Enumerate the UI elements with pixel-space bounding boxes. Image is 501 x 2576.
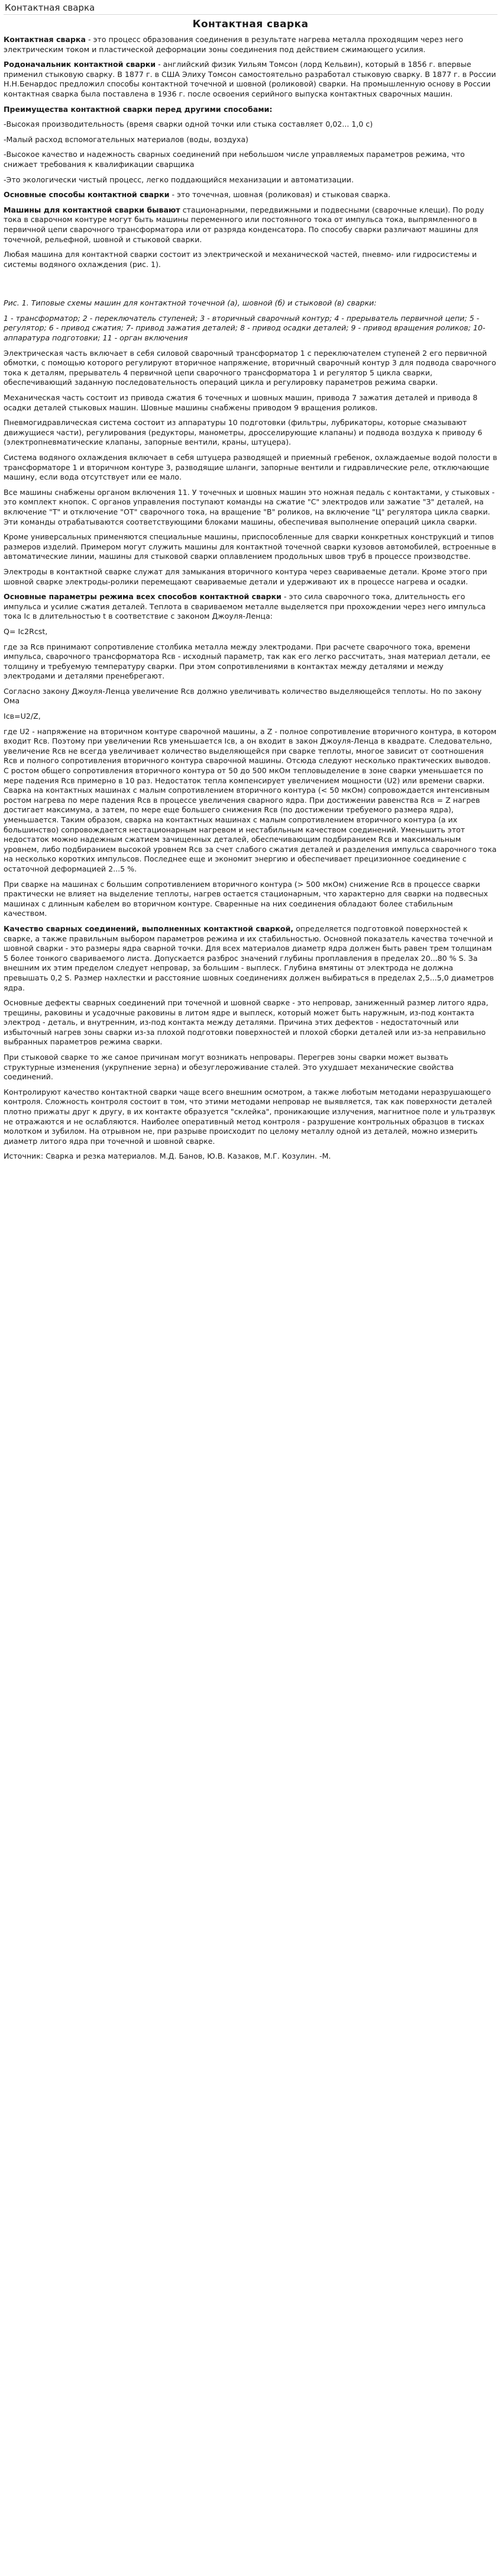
paragraph-lead: Преимущества контактной сварки перед другими способами: — [4, 104, 273, 114]
paragraph-machines — [4, 205, 497, 245]
figure-placeholder — [4, 275, 497, 298]
figure-legend: 1 - трансформатор; 2 - переключатель ступеней; 3 - вторичный сварочный контур; 4 - прерыватель первичной цепи; 5 - регулятор; 6 - привод сжатия; 7- привод зажатия деталей; 8 - привод осадки деталей; 9 - привод вращения роликов; 10- аппаратура подготовки; 11 - орган включения — [4, 313, 486, 343]
paragraph-methods — [4, 190, 497, 200]
paragraph-text: определяется подготовкой поверхностей к сварке, а также правильным выбором параметров режима и их стабильностью. Основной показатель качества точечной и шовной сварки - это размеры ядра сварной точки. Для всех материалов диаметр ядра должен быть равен трем толщинам 5 более тонкого свариваемого листа. Допускается разброс значений глубины проплавления в пределах 20...80 % S. За внешним их этим пределом следует непровар, за большим - выплеск. Глубина вмятины от электрода не должна превышать 0,2 S. Размер нахлестки и расстояние шовных соединениях должен выбираться в пределах 2,5...5,0 диаметров ядра. — [4, 924, 494, 992]
paragraph-text: - это точечная, шовная (роликовая) и стыковая сварка. — [169, 190, 390, 200]
paragraph-text: - это сила сварочного тока, длительность его импульса и усилие сжатия деталей. Теплота в свариваемом металле выделяется при прохождении через него импульса тока Ic в длительностью t в соответствие с законом Джоуля-Ленца: — [4, 592, 486, 621]
formula-joule-lenz: Q= Ic2Rcst, — [4, 626, 48, 636]
paragraph-definition — [4, 35, 497, 54]
paragraph-electrical: Электрическая часть включает в себя силовой сварочный трансформатор 1 с переключателем ступеней 2 его первичной обмотки, с помощью которого регулируют вторичное напряжение, вторичный сварочный контур 3 для подвода сварочного тока к деталям, прерыватель 4 первичной цепи сварочного трансформатора 1 и регулятор 5 цикла сварки, обеспечивающий заданную последовательность операций цикла и регулировку параметров режима сварки. — [4, 348, 496, 387]
paragraph-lead: Контактная сварка — [4, 35, 86, 44]
paragraph-text: стационарными, передвижными и подвесными (сварочные клещи). По роду тока в сварочном контуре могут быть машины переменного или постоянного тока от импульса тока, выпрямленного в первичной цепи сварочного трансформатора или от разряда конденсатора. По способу сварки различают машины для точечной, рельефной, шовной и стыковой сварки. — [4, 205, 484, 244]
paragraph-history — [4, 60, 497, 99]
paragraph-advantage-2: -Малый расход вспомогательных материалов (воды, воздуха) — [4, 134, 248, 144]
paragraph-advantage-4: -Это экологически чистый процесс, легко поддающийся механизации и автоматизации. — [4, 175, 354, 184]
paragraph-advantage-3: -Высокое качество и надежность сварных соединений при небольшом числе управляемых параметров режима, что снижает требования к квалификации сварщика — [4, 150, 465, 169]
paragraph-quality — [4, 924, 497, 993]
paragraph-high-resistance: При сварке на машинах с большим сопротивлением вторичного контура (> 500 мкОм) снижение Rсв в процессе сварки практически не влияет на выделение теплоты, нагрев остается стационарным, что характерно для сварки на подвесных машинах с длинным кабелем во вторичном контуре. Сваренные на них соединения обладают более стабильным качеством. — [4, 879, 488, 918]
paragraph-lead: Родоначальник контактной сварки — [4, 60, 156, 69]
paragraph-electrodes: Электроды в контактной сварке служат для замыкания вторичного контура через свариваемые детали. Кроме этого при шовной сварке электроды-ролики перемещают свариваемые детали и удерживают их в процессе нагрева и осадки. — [4, 567, 487, 586]
paragraph-lead: Машины для контактной сварки бывают — [4, 205, 180, 214]
paragraph-parameters — [4, 592, 497, 622]
page-tab-title: Контактная сварка — [5, 2, 95, 13]
paragraph-lead: Основные способы контактной сварки — [4, 190, 170, 200]
formula-ohm: Icв=U2/Z, — [4, 712, 41, 721]
paragraph-resistance: где за Rсв принимают сопротивление столбика металла между электродами. При расчете сварочного тока, времени импульса, сварочного трансформатора Rсв - исходный параметр, так как его легко рассчитать, зная материал детали, ее толщину и требуемую температуру сварки. При этом сопротивлениями в контактах между деталями и между электродами и деталями пренебрегают. — [4, 642, 490, 681]
paragraph-machine-parts: Любая машина для контактной сварки состоит из электрической и механической частей, пневмо- или гидросистемы и системы водяного охлаждения (рис. 1). — [4, 250, 477, 269]
paragraph-cooling: Система водяного охлаждения включает в себя штуцера разводящей и приемный гребенок, охлаждаемые водой полости в трансформаторе 1 и вторичном контуре 3, разводящие шланги, запорные вентили и гидравлические реле, отключающие машину, если вода отсутствует или ее мало. — [4, 453, 497, 482]
paragraph-pneumatic: Пневмогидравлическая система состоит из аппаратуры 10 подготовки (фильтры, лубрикаторы, которые смазывают движущиеся части), регулирования (редукторы, манометры, дросселирующие клапаны) и подвода воздуха к приводу 6 (электропневматические клапаны, запорные вентили, краны, штуцера). — [4, 418, 483, 447]
divider — [4, 14, 497, 15]
paragraph-ohm-law: Согласно закону Джоуля-Ленца увеличение Rсв должно увеличивать количество выделяющейся теплоты. Но по закону Ома — [4, 686, 482, 706]
paragraph-lead: Основные параметры режима всех способов контактной сварки — [4, 592, 282, 602]
paragraph-butt-defects: При стыковой сварке то же самое причинам могут возникать непровары. Перегрев зоны сварки может вызвать структурные изменения (укрупнение зерна) и обезуглероживание сталей. Это ухудшает механические свойства соединений. — [4, 1053, 454, 1082]
paragraph-inspection: Контролируют качество контактной сварки чаще всего внешним осмотром, а также люботым методами неразрушающего контроля. Сложность контроля состоит в том, что этими методами непровар не выявляется, так как поверхности деталей плотно прижаты друг к другу, в их контакте образуется "склейка", проникающие излучения, магнитное поле и ультразвук не отражаются и не ослабляются. Наиболее оперативный метод контроля - разрушение контрольных образцов в тисках молотком и зубилом. На отрывном не, при разрыве происходит по целому металлу одной из деталей, можно измерить диаметр литого ядра при точечной и шовной сварке. — [4, 1087, 496, 1146]
paragraph-controls: Все машины снабжены органом включения 11. У точечных и шовных машин это ножная педаль с контактами, у стыковых - это комплект кнопок. С органов управления поступают команды на сжатие "С" электродов или зажатие "З" деталей, на включение "Т" и отключение "ОТ" сварочного тока, на вращение "В" роликов, на включение "Ц" регулятора цикла сварки. Эти команды отрабатываются соответствующими блоками машины, обеспечивая выполнение операций цикла сварки. — [4, 487, 495, 526]
paragraph-special-machines: Кроме универсальных применяются специальные машины, приспособленные для сварки конкретных конструкций и типов размеров изделий. Примером могут служить машины для контактной точечной сварки кузовов автомобилей, встроенные в автоматические линии, машины для стыковой сварки оплавлением продольных швов труб в процессе производстве. — [4, 532, 496, 561]
paragraph-secondary-circuit: где U2 - напряжение на вторичном контуре сварочной машины, а Z - полное сопротивление вторичного контура, в котором входит Rсв. Поэтому при увеличении Rсв уменьшается Icв, а он входит в закон Джоуля-Ленца в квадрате. Следовательно, увеличение Rсв не всегда увеличивает количество выделяющейся при сварке теплоты, многое зависит от соотношения Rсв и полного сопротивления вторичного контура сварочной машины. Отсюда следуют несколько практических выводов. С ростом общего сопротивления вторичного контура от 50 до 500 мкОм тепловыделение в зоне сварки уменьшается по мере падения Rсв примерно в 10 раз. Недостаток тепла компенсирует увеличением мощности (U2) или времени сварки. Сварка на контактных машинах с малым сопротивлением вторичного контура (< 50 мкОм) сопровождается интенсивным ростом нагрева по мере падения Rсв в процессе увеличения сварного ядра. При достижении равенства Rсв = Z нагрев достигает максимума, а затем, по мере еще большего снижения Rсв (по достижении требуемого размера ядра), уменьшается. Таким образом, сварка на контактных машинах с малым сопротивлением вторичного контура (а их большинство) сопровождается нестационарным нагревом и нестабильным качеством соединений. Уменьшить этот недостаток можно надежным сжатием зачищенных деталей, обеспечивающим подбиранием Rсв и максимальным уровнем, либо подбиранием высокой уровнем Rсв за счет слабого сжатия деталей и разделения импульса сварочного тока на несколько коротких импульсов. Последнее еще и экономит энергию и обеспечивает прецизионное соединение с остаточной деформацией 2...5 %. — [4, 726, 497, 873]
paragraph-defects: Основные дефекты сварных соединений при точечной и шовной сварке - это непровар, заниженный размер литого ядра, трещины, раковины и усадочные раковины в литом ядре и выплеск, который может быть наружным, из-под контакта электрод - деталь, и внутренним, из-под контакта между деталями. Причина этих дефектов - недостаточный или избыточный нагрев зоны сварки из-за плохой подготовки поверхностей и плохой сборки деталей или из-за неправильно выбранных параметров режима сварки. — [4, 998, 489, 1047]
paragraph-advantages-heading — [4, 105, 497, 115]
paragraph-text: - английский физик Уильям Томсон (лорд Кельвин), который в 1856 г. впервые применил стыковую сварку. В 1877 г. в США Элиху Томсон самостоятельно разработал стыковую сварку. В 1877 г. в России Н.Н.Бенардос предложил способы контактной точечной и шовной (роликовой) сварки. На промышленную основу в России контактная сварка была поставлена в 1936 г. после освоения серийного выпуска контактных сварочных машин. — [4, 60, 496, 98]
paragraph-mechanical: Механическая часть состоит из привода сжатия 6 точечных и шовных машин, привода 7 зажатия деталей и привода 8 осадки деталей стыковых машин. Шовные машины снабжены приводом 9 вращения роликов. — [4, 393, 478, 412]
source-citation: Источник: Сварка и резка материалов. М.Д. Банов, Ю.В. Казаков, М.Г. Козулин. -М. — [4, 1152, 331, 1161]
figure-caption: Рис. 1. Типовые схемы машин для контактной точечной (а), шовной (б) и стыковой (в) сварки: — [4, 298, 377, 308]
paragraph-lead: Качество сварных соединений, выполненных контактной сваркой, — [4, 924, 294, 933]
article-title: Контактная сварка — [192, 18, 309, 30]
paragraph-advantage-1: -Высокая производительность (время сварки одной точки или стыка составляет 0,02... 1,0 с) — [4, 120, 373, 129]
paragraph-text: - это процесс образования соединения в результате нагрева металла проходящим через него электрическим током и пластической деформации зоны соединения под действием сжимающего усилия. — [4, 35, 463, 54]
